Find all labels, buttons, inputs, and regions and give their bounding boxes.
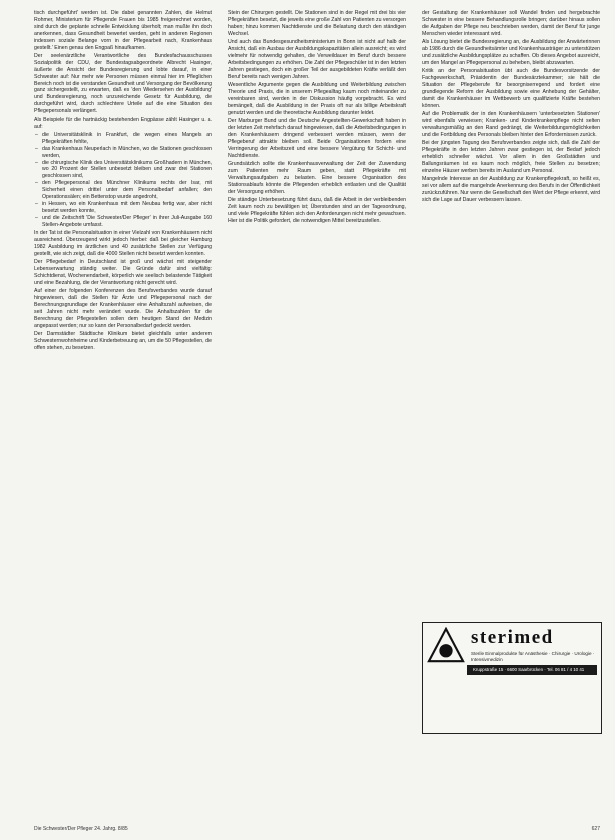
- paragraph: Auf die Problematik der in den Krankenhäusern 'unterbesetzten Stationen' wird ebenfalls verwiesen; Kranken- und Kinderkrankenpflege nicht selten verwaltungsmäßig an den Rand gedrängt, die Weiterbildungsmöglichkeiten und die Fortbildung des Personals bleiben hinter den Erfordernissen zurück.: [422, 111, 600, 138]
- paragraph: Mangelnde Interesse an der Ausbildung zur Krankenpflegekraft, so heißt es, sei vor allem auf die mangelnde Anerkennung des Berufs in der Öffentlichkeit zurückzuführen. Nur wenn die Gesellschaft den Wert der Pflege erkennt, wird sich die Lage auf Dauer verbessern lassen.: [422, 176, 600, 204]
- bullet-list: [34, 132, 212, 229]
- triangle-circle-logo-icon: [427, 627, 465, 665]
- page-number: 627: [591, 826, 600, 832]
- paragraph: Kritik an der Personalsituation übt auch die Bundesvorsitzende der Fachgewerkschaft, Präsidentin der Bundesärztekammer; sie hält die Situation der Pflegeberufe für besorgniserregend und fordert eine grundlegende Reform der Ausbildung sowie eine Anhebung der Gehälter, damit die Krankenhäuser im Wettbewerb um qualifizierte Kräfte bestehen können.: [422, 68, 600, 109]
- list-item: – das Krankenhaus Neuperlach in München, wo die Stationen geschlossen werden,: [42, 146, 212, 160]
- column-3: [422, 10, 600, 620]
- paragraph: Der Pflegebedarf in Deutschland ist groß und wächst mit steigender Lebenserwartung ständig weiter. Die Gründe dafür sind vielfältig: Schichtdienst, Wochenendarbeit, körperlich wie seelisch belastende Tätigkeit und eine Bezahlung, die der Verantwortung nicht gerecht wird.: [34, 259, 212, 286]
- paragraph: Als Lösung bietet die Bundesregierung an, die Ausbildung der Anwärterinnen ab 1986 durch die Gesundheitsämter und Krankenhausträger zu unterstützen und zusätzliche Ausbildungsplätze zu schaffen. Ob dieses Angebot ausreicht, um den Mangel an Pflegepersonal zu beheben, bleibt abzuwarten.: [422, 39, 600, 66]
- paragraph: Der seelenärztliche Verantwortliche des Bundesfachausschusses Sozialpolitik der CDU, der Bundestagsabgeordnete Albrecht Hasinger, äußerte die Ansicht der Bundesregierung und lobte darauf, in einer Schwester auf: Nur mehr wie Personen müssen einmal hier im Pfleglichen Bereich noch ist die verstanden Gesundheit und Versorgung der Bevölkerung ganz sichergestellt, zu erwarten, daß es 'den Wiedersehen der Ausbildung' und Bundesregierung, noch unzureichende Gesetz für Ausbildung, die durchgeführt wird, durch schlechtere Urteile auf die eine Situation des Pflegepersonals verlängert.: [34, 52, 212, 115]
- column-2: [228, 10, 406, 810]
- ad-tagline: Sterile Einmalprodukte für Anästhesie · Chirurgie · Urologie · Intensivmedizin: [471, 651, 595, 662]
- paragraph: Bei der jüngsten Tagung des Berufsverbandes zeigte sich, daß die Zahl der Pflegekräfte in den letzten Jahren zwar gestiegen ist, der Bedarf jedoch erheblich schneller wächst. Vor allem in den Großstädten und Ballungsräumen ist es kaum noch möglich, freie Stellen zu besetzen; einzelne Häuser werben bereits im Ausland um Personal.: [422, 140, 600, 174]
- paragraph: Wesentliche Argumente gegen die Ausbildung und Weiterbildung zwischen Theorie und Praxis, die in unserem Pflegealltag kaum noch miteinander zu vereinbaren sind, werden in der Diskussion häufig vorgebracht. Es wird bemängelt, daß die Ausbildung in der Praxis oft nur als billige Arbeitskraft genutzt werden und die theoretische Ausbildung darunter leidet.: [228, 82, 406, 116]
- list-item: – die chirurgische Klinik des Universitätsklinikums Großhadern in München, wo 20 Prozent der Stellen unbesetzt bleiben und zwar drei Stationen geschlossen sind,: [42, 160, 212, 181]
- ad-wordmark: sterimed: [471, 627, 554, 648]
- ad-address-bar: Kruppstraße 15 · 6600 Saarbrücken · Tel. 06 81 / 4 10 41: [467, 665, 597, 675]
- list-item: – die Universitätsklinik in Frankfurt, die wegen eines Mangels an Pflegekräften fehlte,: [42, 132, 212, 146]
- footer-journal-line: Die Schwester/Der Pfleger 24. Jahrg. 8/85: [34, 826, 128, 832]
- list-item: – und die Zeitschrift 'Die Schwester/Der Pfleger' in ihrer Juli-Ausgabe 160 Stellen-Angebote umfasst.: [42, 215, 212, 229]
- paragraph: Auf einer der folgenden Konferenzen des Berufsverbandes wurde darauf hingewiesen, daß die Stellen für Ärzte und Pflegepersonal nach der Berechnungsgrundlage der Krankenhäuser eine Anhaltszahl aufweisen, die seit Jahren nicht mehr verändert wurde. Die Anhaltszahlen für die Berechnung der Pflegestellen sollen dem heutigen Stand der Medizin angepasst werden; nur so kann der Personalbedarf gedeckt werden.: [34, 288, 212, 329]
- paragraph: Als Beispiele für die hartnäckig bestehenden Engpässe zählt Hasinger u. a. auf:: [34, 116, 212, 130]
- paragraph: Die ständige Unterbesetzung führt dazu, daß die Arbeit in der verbleibenden Zeit kaum noch zu bewältigen ist; Überstunden sind an der Tagesordnung, und viele Pflegekräfte fühlen sich den Anforderungen nicht mehr gewachsen. Hier ist die Politik gefordert, die notwendigen Mittel bereitzustellen.: [228, 197, 406, 224]
- paragraph: Der Marburger Bund und die Deutsche Angestellten-Gewerkschaft haben in der letzten Zeit mehrfach darauf hingewiesen, daß die Arbeitsbedingungen in den Krankenhäusern dringend verbessert werden müssen, wenn der Pflegeberuf attraktiv bleiben soll. Beide Organisationen fordern eine Verringerung der Arbeitszeit und eine bessere Vergütung für Schicht- und Nachtdienste.: [228, 118, 406, 159]
- paragraph: tisch durchgeführt' werden ist. Die dabei genannten Zahlen, die Helmut Rohmer, Ministerium für Pflegende Frauen bis 1985 freigerechnet worden, sind durch die geplante schnelle Entwicklung überholt; man mußte ihn doch anerkennen, dass Gesundheit bewertet werden, geht in anderen Regionen indessen soziale Belange vorn in der Pflegearbeit nach, Krankenhaus gestellt.' Einen genau den Engpaß hinaufkamen.: [34, 10, 212, 51]
- paragraph: In der Tat ist die Personalsituation in einer Vielzahl von Krankenhäusern nicht ausreichend. Überzeugend wirkt jedoch hierbei: daß bei gleicher Hamburg 1982 Ausbildung im ärztlichen und 40 zusätzliche Stellen zur Verfügung gestellt, wie sich zeigt, daß die 4000 Stellen nicht besetzt werden konnten.: [34, 230, 212, 257]
- paragraph: Grundsätzlich sollte die Krankenhausverwaltung der Zeit der Zuwendung zum Patienten mehr Raum geben, statt Pflegekräfte mit Verwaltungsaufgaben zu belasten. Eine bessere Organisation des Stationsablaufs könnte die Pflegenden erheblich entlasten und die Qualität der Versorgung erhöhen.: [228, 161, 406, 195]
- page: [34, 10, 604, 820]
- sterimed-advertisement: [422, 622, 602, 734]
- paragraph: Und auch das Bundesgesundheitsministerium in Bonn ist nicht auf halb der Ansicht, daß ein Ausbau der Ausbildungskapazitäten allein ausreicht; es wird vielmehr für notwendig gehalten, die Verweildauer im Beruf durch bessere Arbeitsbedingungen zu erhöhen. Die Zahl der Pflegeschüler ist in den letzten Jahren gestiegen, doch ein großer Teil der ausgebildeten Kräfte verläßt den Beruf bereits nach wenigen Jahren.: [228, 39, 406, 80]
- paragraph: Stein der Chirurgen gestellt. Die Stationen sind in der Regel mit drei bis vier Pflegekräften besetzt, die jeweils eine große Zahl von Patienten zu versorgen haben; hinzu kommen Nachtdienste und die Belastung durch den ständigen Wechsel.: [228, 10, 406, 37]
- paragraph: Der Darmstädter Städtische Klinikum bietet gleichfalls unter anderem Schwesternwohnheime und Kinderbetreuung an, um die 50 Pflegestellen, die offen stehen, zu besetzen.: [34, 331, 212, 352]
- paragraph: der Gestaltung der Krankenhäuser soll Wandel finden und hergebrachte Schwester in eine bessere Behandlungsrolle bringen; darüber hinaus sollen die Aufgaben der Pflege neu beschrieben werden, damit der Beruf für junge Menschen wieder interessant wird.: [422, 10, 600, 37]
- list-item: – in Hessen, wo ein Krankenhaus mit dem Neubau fertig war, aber nicht besetzt werden konnte,: [42, 201, 212, 215]
- list-item: – den Pflegepersonal des Münchner Klinikums rechts der Isar, mit Sicherheit einen drittel unter dem Personalbedarf anfallen; den Operationssälen; ein Bettenstop wurde angedroht,: [42, 180, 212, 201]
- column-1: [34, 10, 212, 810]
